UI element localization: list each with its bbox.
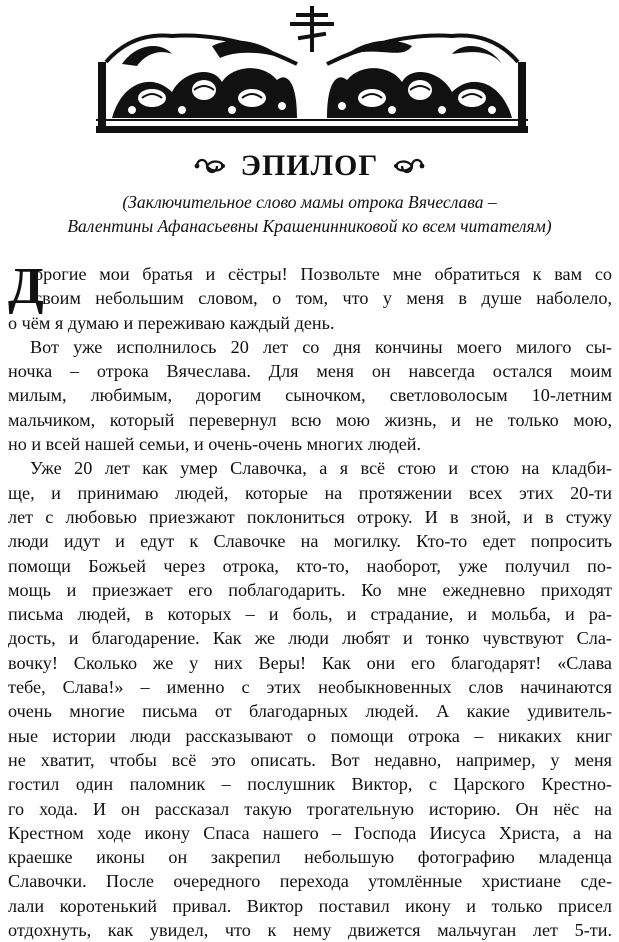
text-line: письма людей, в которых – и боль, и страдание, и мольба, и ра- [8, 604, 612, 625]
text-line: милым, любимым, дорогим сыночком, светловолосым 10-летним [8, 385, 612, 406]
text-line: очень многие письма от благодарных людей. А какие удивитель- [8, 701, 612, 722]
cross-icon [292, 8, 332, 50]
text-line: ные истории люди рассказывают о помощи отрока – никаких книг [8, 725, 612, 746]
text-line: гостил один паломник – послушник Виктор, с Царского Крестно- [8, 774, 612, 795]
text-line: Крестном ходе икону Спаса нашего – Господа Иисуса Христа, а на [8, 822, 612, 843]
headpiece-ornament [92, 2, 532, 137]
text-line: ще, и принимаю людей, которые на протяжении всех этих 20-ти [8, 482, 612, 503]
text-line: вочку! Сколько же у них Веры! Как они его благодарят! «Слава [8, 652, 612, 673]
text-line: дость, и благодарение. Как же люди любят и тонко чувствуют Сла- [8, 628, 612, 649]
text-line: го хода. И он рассказал такую трогательную историю. Он нёс на [8, 798, 612, 819]
right-ornament-icon [392, 155, 426, 177]
body-text [8, 258, 612, 942]
text-line: краешке иконы он закрепил небольшую фотографию младенца [8, 847, 612, 868]
text-line: не хватит, чтобы всё это описать. Вот недавно, например, у меня [8, 749, 612, 770]
text-line: лет с любовью приезжают поклониться отроку. И в зной, и в стужу [8, 506, 612, 527]
text-line: ночка – отрока Вячеслава. Для меня он навсегда остался моим [8, 361, 612, 382]
text-line: люди идут и едут к Славочке на могилку. Кто-то едет попросить [8, 531, 612, 552]
text-line: но и всей нашей семьи, и очень-очень многих людей. [8, 434, 422, 455]
text-line: отдохнуть, как увидел, что к нему движется мальчуган лет 5-ти. [8, 920, 612, 941]
text-line: лали коротенький привал. Виктор поставил икону и только присел [8, 895, 612, 916]
subtitle-line: (Заключительное слово мамы отрока Вячеслава – [122, 192, 497, 212]
text-line: о чём я думаю и переживаю каждый день. [8, 312, 335, 333]
text-line: орогие мои братья и сёстры! Позвольте мне обратиться к вам со [34, 264, 612, 284]
text-line: мальчиком, который перевернул всю мою жизнь, и не только мою, [8, 409, 612, 430]
text-line: Славочки. После очередного перехода утомлённые христиане сде- [8, 871, 612, 892]
text-line: мощь и приезжает его поблагодарить. Ко мне ежедневно приходят [8, 579, 612, 600]
chapter-heading [0, 148, 619, 184]
drop-cap: Д [8, 258, 44, 315]
text-line: Уже 20 лет как умер Славочка, а я всё стою и стою на кладби- [30, 458, 612, 479]
text-line: Вот уже исполнилось 20 лет со дня кончины моего милого сы- [30, 336, 612, 357]
chapter-title: ЭПИЛОГ [240, 149, 379, 182]
chapter-subtitle [0, 190, 619, 238]
subtitle-line: Валентины Афанасьевны Крашенинниковой ко всем читателям) [67, 216, 552, 236]
text-line: помощи Божьей через отрока, кто-то, наоборот, уже получил по- [8, 555, 612, 576]
text-line: своим небольшим словом, о том, что у меня в душе наболело, [34, 288, 612, 309]
text-line: тебе, Слава!» – именно с этих необыкновенных слов начинаются [8, 677, 612, 698]
left-ornament-icon [193, 155, 227, 177]
